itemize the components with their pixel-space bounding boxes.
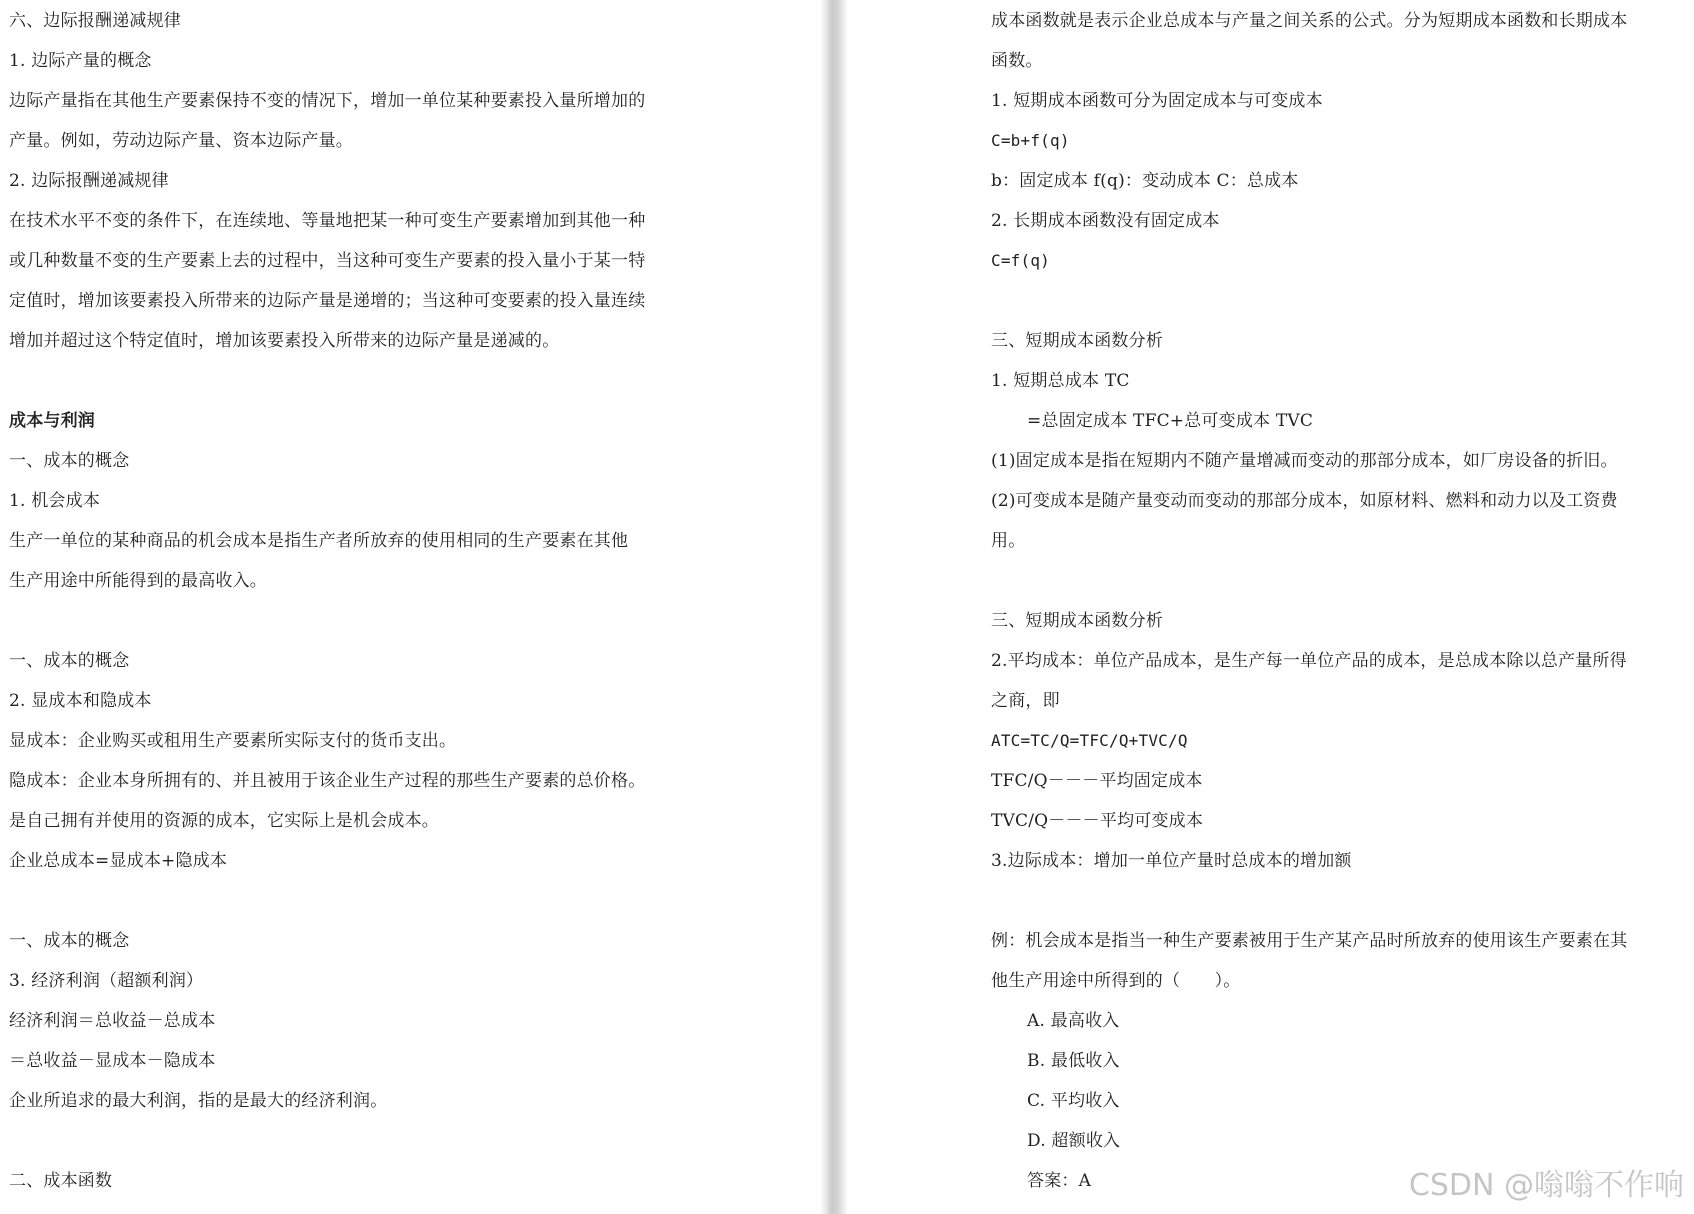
- paragraph-line: 成本函数就是表示企业总成本与产量之间关系的公式。分为短期成本函数和长期成本: [991, 11, 1628, 31]
- right-page: [848, 0, 1694, 1214]
- chapter-heading: 成本与利润: [9, 411, 95, 431]
- subsection-title: 1. 短期总成本 TC: [991, 371, 1130, 391]
- answer-key: 答案：A: [1027, 1171, 1092, 1191]
- question-line: 他生产用途中所得到的（ ）。: [991, 971, 1241, 991]
- page-divider: [820, 0, 848, 1214]
- paragraph-line: 边际产量指在其他生产要素保持不变的情况下，增加一单位某种要素投入量所增加的: [9, 91, 646, 111]
- paragraph-line: 产量。例如，劳动边际产量、资本边际产量。: [9, 131, 353, 151]
- section-title: 一、成本的概念: [9, 451, 130, 471]
- answer-option: D. 超额收入: [1027, 1131, 1121, 1151]
- paragraph-line: (1)固定成本是指在短期内不随产量增减而变动的那部分成本，如厂房设备的折旧。: [991, 451, 1618, 471]
- watermark: CSDN @嗡嗡不作响: [1408, 1168, 1684, 1203]
- formula-line: ＝总收益－显成本－隐成本: [9, 1051, 216, 1071]
- section-title: 三、短期成本函数分析: [991, 611, 1163, 631]
- formula-line: ATC=TC/Q=TFC/Q+TVC/Q: [991, 731, 1188, 750]
- formula-line: 企业总成本=显成本+隐成本: [9, 851, 228, 871]
- paragraph-line: 定值时，增加该要素投入所带来的边际产量是递增的；当这种可变要素的投入量连续: [9, 291, 646, 311]
- paragraph-line: (2)可变成本是随产量变动而变动的那部分成本，如原材料、燃料和动力以及工资费: [991, 491, 1618, 511]
- paragraph-line: 或几种数量不变的生产要素上去的过程中，当这种可变生产要素的投入量小于某一特: [9, 251, 646, 271]
- paragraph-line: 在技术水平不变的条件下，在连续地、等量地把某一种可变生产要素增加到其他一种: [9, 211, 646, 231]
- paragraph-line: 用。: [991, 531, 1026, 551]
- paragraph-line: 是自己拥有并使用的资源的成本，它实际上是机会成本。: [9, 811, 439, 831]
- paragraph-line: 之商，即: [991, 691, 1060, 711]
- formula-line: C=f(q): [991, 251, 1050, 270]
- subsection-title: 3. 经济利润（超额利润）: [9, 971, 204, 991]
- paragraph-line: 增加并超过这个特定值时，增加该要素投入所带来的边际产量是递减的。: [9, 331, 560, 351]
- left-page: [0, 0, 820, 1214]
- formula-line: =总固定成本 TFC+总可变成本 TVC: [1027, 411, 1314, 431]
- paragraph-line: 企业所追求的最大利润，指的是最大的经济利润。: [9, 1091, 388, 1111]
- subsection-title: 2. 长期成本函数没有固定成本: [991, 211, 1220, 231]
- paragraph-line: b：固定成本 f(q)：变动成本 C：总成本: [991, 171, 1299, 191]
- answer-option: B. 最低收入: [1027, 1051, 1120, 1071]
- subsection-title: 2. 边际报酬递减规律: [9, 171, 169, 191]
- section-title: 二、成本函数: [9, 1171, 113, 1191]
- paragraph-line: 函数。: [991, 51, 1043, 71]
- question-line: 例：机会成本是指当一种生产要素被用于生产某产品时所放弃的使用该生产要素在其: [991, 931, 1628, 951]
- subsection-title: 1. 短期成本函数可分为固定成本与可变成本: [991, 91, 1323, 111]
- formula-line: TFC/Q－－－平均固定成本: [991, 771, 1203, 791]
- paragraph-line: 隐成本：企业本身所拥有的、并且被用于该企业生产过程的那些生产要素的总价格。: [9, 771, 646, 791]
- paragraph-line: 生产一单位的某种商品的机会成本是指生产者所放弃的使用相同的生产要素在其他: [9, 531, 629, 551]
- paragraph-line: 生产用途中所能得到的最高收入。: [9, 571, 267, 591]
- section-title: 一、成本的概念: [9, 931, 130, 951]
- answer-option: C. 平均收入: [1027, 1091, 1120, 1111]
- paragraph-line: 显成本：企业购买或租用生产要素所实际支付的货币支出。: [9, 731, 457, 751]
- section-title: 一、成本的概念: [9, 651, 130, 671]
- formula-line: C=b+f(q): [991, 131, 1070, 150]
- subsection-title: 2. 显成本和隐成本: [9, 691, 152, 711]
- subsection-title: 1. 机会成本: [9, 491, 101, 511]
- section-title: 三、短期成本函数分析: [991, 331, 1163, 351]
- subsection-title: 1. 边际产量的概念: [9, 51, 152, 71]
- formula-line: TVC/Q－－－平均可变成本: [991, 811, 1204, 831]
- formula-line: 经济利润＝总收益－总成本: [9, 1011, 216, 1031]
- paragraph-line: 2.平均成本：单位产品成本，是生产每一单位产品的成本，是总成本除以总产量所得: [991, 651, 1627, 671]
- answer-option: A. 最高收入: [1027, 1011, 1120, 1031]
- subsection-title: 3.边际成本：增加一单位产量时总成本的增加额: [991, 851, 1352, 871]
- section-title: 六、边际报酬递减规律: [9, 11, 181, 31]
